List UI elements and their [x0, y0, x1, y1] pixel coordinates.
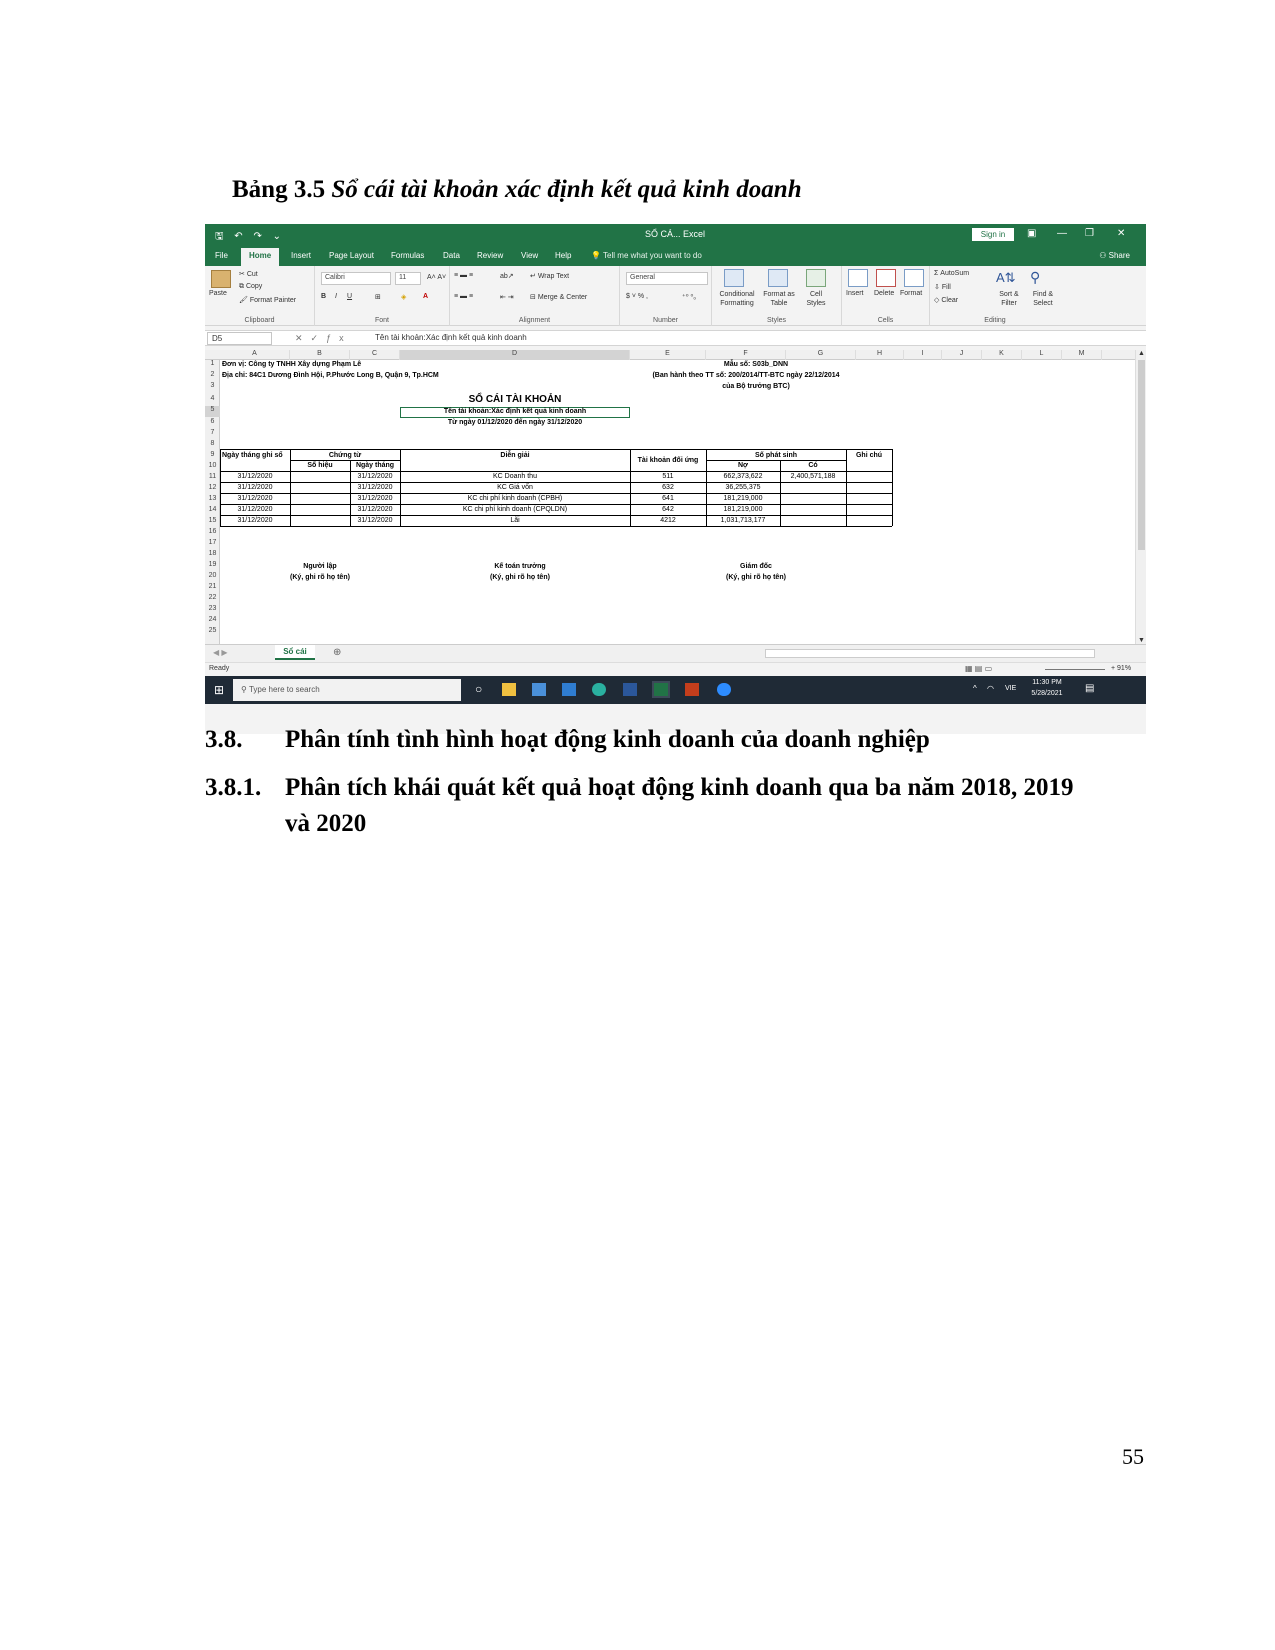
tab-formulas[interactable]: Formulas — [391, 251, 425, 260]
column-header[interactable]: G — [786, 350, 856, 360]
tell-me-label: Tell me what you want to do — [603, 251, 702, 260]
windows-taskbar — [205, 676, 1146, 704]
brush-icon: 🖌 — [239, 297, 248, 304]
tab-file[interactable]: File — [215, 251, 228, 260]
quick-access-toolbar[interactable]: 🖫 ↶ ↷ ⌄ — [215, 231, 285, 242]
table-cell[interactable]: 36,255,375 — [725, 484, 761, 491]
column-headers — [205, 350, 1135, 360]
formula-fx-icon[interactable]: ✕✓ƒx — [295, 333, 352, 343]
tab-page-layout[interactable]: Page Layout — [329, 251, 374, 260]
fill-button[interactable] — [934, 283, 951, 291]
status-bar — [205, 662, 1146, 676]
copy-button[interactable] — [239, 283, 262, 291]
orientation-icon[interactable]: ab↗ — [500, 273, 514, 280]
column-header[interactable]: D — [400, 350, 630, 360]
row-header[interactable]: 9 — [210, 451, 215, 458]
header-date[interactable]: Ngày tháng ghi sổ — [222, 452, 283, 459]
table-border — [892, 449, 893, 526]
wrap-icon: ↵ — [530, 273, 536, 280]
format-cells-button[interactable]: Format — [900, 290, 923, 297]
powerpoint-icon[interactable] — [685, 683, 699, 696]
column-header[interactable]: C — [350, 350, 400, 360]
zoom-level[interactable]: + 91% — [1111, 665, 1132, 672]
table-cell[interactable]: 181,219,000 — [723, 506, 763, 513]
sort-filter-icon: A⇅ — [996, 270, 1016, 285]
group-alignment — [450, 266, 620, 326]
row-header[interactable]: 13 — [208, 495, 217, 502]
table-cell[interactable]: 31/12/2020 — [237, 495, 273, 502]
cut-button[interactable] — [239, 270, 258, 278]
header-description[interactable]: Diễn giải — [500, 452, 530, 459]
insert-cells-button[interactable]: Insert — [846, 290, 864, 297]
ribbon-tabs — [205, 246, 1146, 266]
search-icon: ⚲ — [241, 685, 247, 694]
taskbar-search-placeholder: Type here to search — [248, 685, 320, 694]
row-header[interactable]: 24 — [208, 616, 217, 623]
edge-icon[interactable] — [592, 683, 606, 696]
vertical-scrollbar[interactable] — [1135, 350, 1146, 644]
row-header[interactable]: 5 — [205, 406, 220, 417]
row-header[interactable]: 3 — [210, 382, 215, 389]
clear-button[interactable] — [934, 296, 958, 304]
header-voucher-no[interactable]: Số hiệu — [307, 462, 333, 469]
table-cell[interactable]: 31/12/2020 — [357, 484, 393, 491]
network-icon[interactable]: ◠ — [987, 684, 994, 693]
merge-icon: ⊟ — [530, 294, 536, 301]
signer-note[interactable]: (Ký, ghi rõ họ tên) — [726, 574, 786, 581]
font-color-icon[interactable]: A — [423, 293, 429, 300]
formula-input[interactable]: Tên tài khoản:Xác định kết quả kinh doanh — [375, 333, 527, 342]
tab-review[interactable]: Review — [477, 251, 504, 260]
grow-font-icon[interactable]: A˄ A˅ — [427, 274, 447, 281]
column-header[interactable]: F — [706, 350, 786, 360]
horizontal-scrollbar[interactable] — [765, 649, 1095, 658]
autosum-button[interactable] — [934, 270, 969, 277]
group-cells — [842, 266, 930, 326]
section-number: 3.8.1. — [205, 774, 262, 801]
column-header[interactable]: E — [630, 350, 706, 360]
taskbar-search-box[interactable] — [233, 679, 461, 701]
header-credit[interactable]: Có — [808, 462, 818, 469]
table-cell[interactable]: 642 — [662, 506, 674, 513]
group-font — [315, 266, 450, 326]
row-header[interactable]: 8 — [210, 440, 215, 447]
caption-label: Bảng 3.5 — [232, 176, 326, 203]
column-header[interactable]: M — [1062, 350, 1102, 360]
sign-in-button[interactable]: Sign in — [972, 228, 1014, 241]
header-note[interactable]: Ghi chú — [855, 452, 883, 459]
group-label: Font — [374, 317, 389, 324]
tab-view[interactable]: View — [521, 251, 539, 260]
file-explorer-icon[interactable] — [502, 683, 516, 696]
table-cell[interactable]: KC Giá vốn — [497, 484, 533, 491]
header-contra-account[interactable]: Tài khoản đối ứng — [637, 457, 699, 464]
format-as-table-button[interactable]: Format as Table — [763, 291, 795, 307]
excel-icon[interactable] — [654, 683, 668, 696]
row-header[interactable]: 4 — [210, 395, 215, 402]
table-cell[interactable]: 181,219,000 — [723, 495, 763, 502]
task-view-icon[interactable]: ○ — [475, 682, 483, 696]
header-voucher[interactable]: Chứng từ — [328, 452, 362, 459]
store-icon[interactable] — [532, 683, 546, 696]
tab-help[interactable]: Help — [555, 251, 572, 260]
address-cell[interactable]: Địa chỉ: 84C1 Dương Đình Hội, P.Phước Long B, Quận 9, Tp.HCM — [222, 372, 439, 379]
section-number: 3.8. — [205, 726, 243, 753]
table-cell[interactable]: 31/12/2020 — [237, 506, 273, 513]
page-number: 55 — [1122, 1444, 1144, 1469]
clear-label: Clear — [941, 297, 959, 304]
scroll-up-icon[interactable]: ▲ — [1138, 350, 1145, 357]
minimize-icon[interactable]: — — [1057, 228, 1067, 239]
table-cell[interactable]: 31/12/2020 — [237, 473, 273, 480]
insert-cells-icon — [848, 269, 868, 287]
section-title-continued: và 2020 — [285, 810, 367, 837]
row-header[interactable]: 21 — [208, 583, 217, 590]
table-cell[interactable]: KC chi phí kinh doanh (CPBH) — [467, 495, 563, 502]
cut-label: Cut — [246, 271, 258, 278]
signer-note[interactable]: (Ký, ghi rõ họ tên) — [290, 574, 350, 581]
clock-time: 11:30 PM — [1032, 679, 1062, 686]
row-header[interactable]: 19 — [208, 561, 217, 568]
header-amount[interactable]: Số phát sinh — [755, 452, 797, 459]
table-border — [220, 504, 892, 505]
row-header[interactable]: 10 — [208, 462, 217, 469]
excel-window — [205, 224, 1146, 734]
row-header[interactable]: 15 — [208, 517, 217, 524]
font-name-select[interactable]: Calibri — [321, 272, 391, 285]
table-border — [290, 449, 291, 526]
autosum-label: AutoSum — [940, 270, 970, 277]
row-header[interactable]: 18 — [208, 550, 217, 557]
table-border — [220, 493, 892, 494]
table-cell[interactable]: 2,400,571,188 — [790, 473, 836, 480]
period-cell[interactable]: Từ ngày 01/12/2020 đến ngày 31/12/2020 — [447, 419, 583, 426]
cell-styles-icon — [806, 269, 826, 287]
section-title: Phân tính tình hình hoạt động kinh doanh của doanh nghiệp — [285, 726, 930, 753]
paste-button[interactable]: Paste — [209, 290, 227, 297]
tray-chevron-icon[interactable]: ^ — [973, 684, 977, 693]
sort-filter-button[interactable]: Sort & Filter — [999, 291, 1019, 307]
underline-button[interactable]: U — [347, 293, 353, 300]
row-header[interactable]: 22 — [208, 594, 217, 601]
row-header[interactable]: 14 — [208, 506, 217, 513]
table-border — [220, 471, 892, 472]
group-label: Number — [653, 317, 678, 324]
form-note-cell[interactable]: (Ban hành theo TT số: 200/2014/TT-BTC ngày 22/12/2014 — [652, 372, 840, 379]
share-label: Share — [1108, 251, 1130, 260]
group-label: Alignment — [518, 317, 551, 324]
conditional-formatting-icon — [724, 269, 744, 287]
column-header[interactable]: B — [290, 350, 350, 360]
align-left-icon[interactable]: ≡ ▬ ≡ — [454, 293, 474, 300]
account-name-cell[interactable]: Tên tài khoản:Xác định kết quả kinh doanh — [400, 407, 630, 418]
worksheet-grid[interactable] — [220, 360, 1135, 644]
table-cell[interactable]: 31/12/2020 — [357, 506, 393, 513]
lightbulb-icon: 💡 — [591, 251, 601, 260]
format-cells-icon — [904, 269, 924, 287]
wrap-text-button[interactable] — [530, 272, 569, 280]
number-format-select[interactable]: General — [626, 272, 708, 285]
column-header[interactable]: I — [904, 350, 942, 360]
table-border — [846, 449, 847, 526]
table-cell[interactable]: 662,373,622 — [723, 473, 763, 480]
row-header[interactable]: 7 — [210, 429, 215, 436]
word-icon[interactable] — [623, 683, 637, 696]
view-mode-icons[interactable]: ▦ ▤ ▭ — [965, 664, 993, 673]
group-number — [620, 266, 712, 326]
merge-center-button[interactable] — [530, 293, 587, 301]
restore-icon[interactable]: ❐ — [1085, 228, 1094, 239]
group-styles — [712, 266, 842, 326]
find-select-button[interactable]: Find & Select — [1032, 291, 1054, 307]
header-debit[interactable]: Nợ — [737, 462, 749, 469]
tab-insert[interactable]: Insert — [291, 251, 312, 260]
table-border — [220, 449, 892, 450]
format-painter-button[interactable] — [239, 296, 296, 304]
table-cell[interactable]: Lãi — [510, 517, 520, 524]
table-cell[interactable]: 31/12/2020 — [357, 473, 393, 480]
ledger-title-cell[interactable]: SỔ CÁI TÀI KHOẢN — [468, 394, 562, 405]
font-size-select[interactable]: 11 — [395, 272, 421, 285]
table-cell[interactable]: 31/12/2020 — [237, 517, 273, 524]
tab-home[interactable]: Home — [241, 248, 279, 266]
column-header[interactable]: K — [982, 350, 1022, 360]
row-header[interactable]: 11 — [208, 473, 217, 480]
currency-icon[interactable]: $ ˅ % , — [626, 293, 648, 300]
table-cell[interactable]: 31/12/2020 — [357, 495, 393, 502]
signer-role[interactable]: Giám đốc — [740, 563, 772, 570]
cell-styles-button[interactable]: Cell Styles — [806, 291, 826, 307]
copy-icon: ⧉ — [239, 283, 244, 290]
zoom-app-icon[interactable] — [717, 683, 731, 696]
indent-icon[interactable]: ⇤ ⇥ — [500, 294, 514, 301]
form-number-cell[interactable]: Mẫu số: S03b_DNN — [723, 361, 789, 368]
fill-down-icon: ⇩ — [934, 284, 940, 291]
table-cell[interactable]: 632 — [662, 484, 674, 491]
sheet-nav-icon[interactable]: ◀ ▶ — [213, 648, 228, 657]
person-icon: ⚇ — [1099, 251, 1107, 260]
share-button[interactable] — [1099, 251, 1130, 260]
caption-title: Sổ cái tài khoản xác định kết quả kinh doanh — [331, 176, 802, 203]
name-box[interactable]: D5 — [207, 332, 272, 345]
conditional-formatting-button[interactable]: Conditional Formatting — [719, 291, 755, 307]
table-border — [706, 460, 846, 461]
notification-icon[interactable]: ▤ — [1085, 683, 1095, 694]
signer-role[interactable]: Người lập — [303, 563, 337, 570]
tab-data[interactable]: Data — [443, 251, 460, 260]
mail-icon[interactable] — [562, 683, 576, 696]
copy-label: Copy — [245, 283, 263, 290]
table-cell[interactable]: 1,031,713,177 — [720, 517, 766, 524]
tell-me-box[interactable] — [591, 251, 702, 260]
delete-cells-icon — [876, 269, 896, 287]
windows-start-icon[interactable]: ⊞ — [214, 683, 225, 697]
table-border — [220, 526, 892, 527]
table-cell[interactable]: KC chi phí kinh doanh (CPQLDN) — [462, 506, 568, 513]
eraser-icon: ◇ — [934, 297, 940, 304]
merge-center-label: Merge & Center — [537, 294, 588, 301]
scroll-thumb[interactable] — [1138, 360, 1145, 550]
signer-role[interactable]: Kế toán trưởng — [494, 563, 546, 570]
scissors-icon: ✂ — [239, 271, 245, 278]
table-cell[interactable]: 4212 — [660, 517, 676, 524]
group-label: Styles — [766, 317, 787, 324]
row-header[interactable]: 1 — [210, 360, 215, 367]
header-voucher-date[interactable]: Ngày tháng — [355, 462, 395, 469]
row-headers — [205, 360, 220, 644]
clock-date: 5/28/2021 — [1031, 690, 1063, 697]
table-border — [220, 482, 892, 483]
table-cell[interactable]: 31/12/2020 — [237, 484, 273, 491]
signer-note[interactable]: (Ký, ghi rõ họ tên) — [490, 574, 550, 581]
window-title: SỔ CÁ... Excel — [645, 229, 706, 239]
ribbon — [205, 266, 1146, 326]
group-label: Editing — [984, 317, 1006, 324]
table-cell[interactable]: KC Doanh thu — [493, 473, 537, 480]
column-header[interactable]: H — [856, 350, 904, 360]
align-top-icon[interactable]: ≡ ▬ ≡ — [454, 272, 474, 279]
column-header[interactable]: A — [220, 350, 290, 360]
unit-cell[interactable]: Đơn vị: Công ty TNHH Xây dựng Phạm Lê — [222, 361, 362, 368]
row-header[interactable]: 23 — [208, 605, 217, 612]
sheet-tab-bar — [205, 644, 1146, 662]
language-indicator[interactable]: VIE — [1005, 685, 1017, 692]
row-header[interactable]: 25 — [208, 627, 217, 634]
group-label: Cells — [877, 317, 894, 324]
bold-button[interactable]: B — [321, 293, 327, 300]
decimal-icon[interactable]: ⁺⁰ ⁰₀ — [682, 294, 697, 301]
group-label: Clipboard — [244, 317, 275, 324]
row-header[interactable]: 6 — [210, 418, 215, 425]
row-header[interactable]: 16 — [208, 528, 217, 535]
table-cell[interactable]: 511 — [662, 473, 674, 480]
fill-label: Fill — [941, 284, 951, 291]
group-editing — [930, 266, 1060, 326]
group-clipboard — [205, 266, 315, 326]
table-caption — [232, 176, 802, 204]
status-text: Ready — [209, 665, 230, 672]
ribbon-display-icon[interactable]: ▣ — [1027, 228, 1037, 239]
formula-bar — [205, 330, 1146, 346]
column-header[interactable]: L — [1022, 350, 1062, 360]
fill-color-icon[interactable]: ◈ — [401, 294, 407, 301]
column-header[interactable]: J — [942, 350, 982, 360]
format-painter-label: Format Painter — [249, 297, 297, 304]
row-header[interactable]: 17 — [208, 539, 217, 546]
sigma-icon: Σ — [934, 270, 939, 277]
scroll-down-icon[interactable]: ▼ — [1138, 637, 1145, 644]
delete-cells-button[interactable]: Delete — [874, 290, 895, 297]
wrap-text-label: Wrap Text — [537, 273, 570, 280]
form-note-cell[interactable]: của Bộ trưởng BTC) — [722, 383, 790, 390]
paste-icon — [211, 270, 231, 288]
close-icon[interactable]: ✕ — [1117, 228, 1126, 239]
title-bar — [205, 224, 1146, 246]
table-cell[interactable]: 31/12/2020 — [357, 517, 393, 524]
zoom-slider[interactable] — [1045, 669, 1105, 670]
row-header[interactable]: 20 — [208, 572, 217, 579]
italic-button[interactable]: I — [335, 293, 337, 300]
magnifier-icon: ⚲ — [1030, 269, 1041, 285]
table-border — [290, 460, 400, 461]
add-sheet-icon[interactable]: ⊕ — [333, 647, 342, 658]
borders-icon[interactable]: ⊞ — [375, 294, 381, 301]
table-border — [780, 460, 781, 526]
row-header[interactable]: 12 — [208, 484, 217, 491]
section-title: Phân tích khái quát kết quả hoạt động kinh doanh qua ba năm 2018, 2019 — [285, 774, 1074, 801]
table-cell[interactable]: 641 — [662, 495, 674, 502]
format-as-table-icon — [768, 269, 788, 287]
table-border — [220, 515, 892, 516]
row-header[interactable]: 2 — [210, 371, 215, 378]
sheet-tab-so-cai[interactable]: Sổ cái — [275, 645, 315, 660]
